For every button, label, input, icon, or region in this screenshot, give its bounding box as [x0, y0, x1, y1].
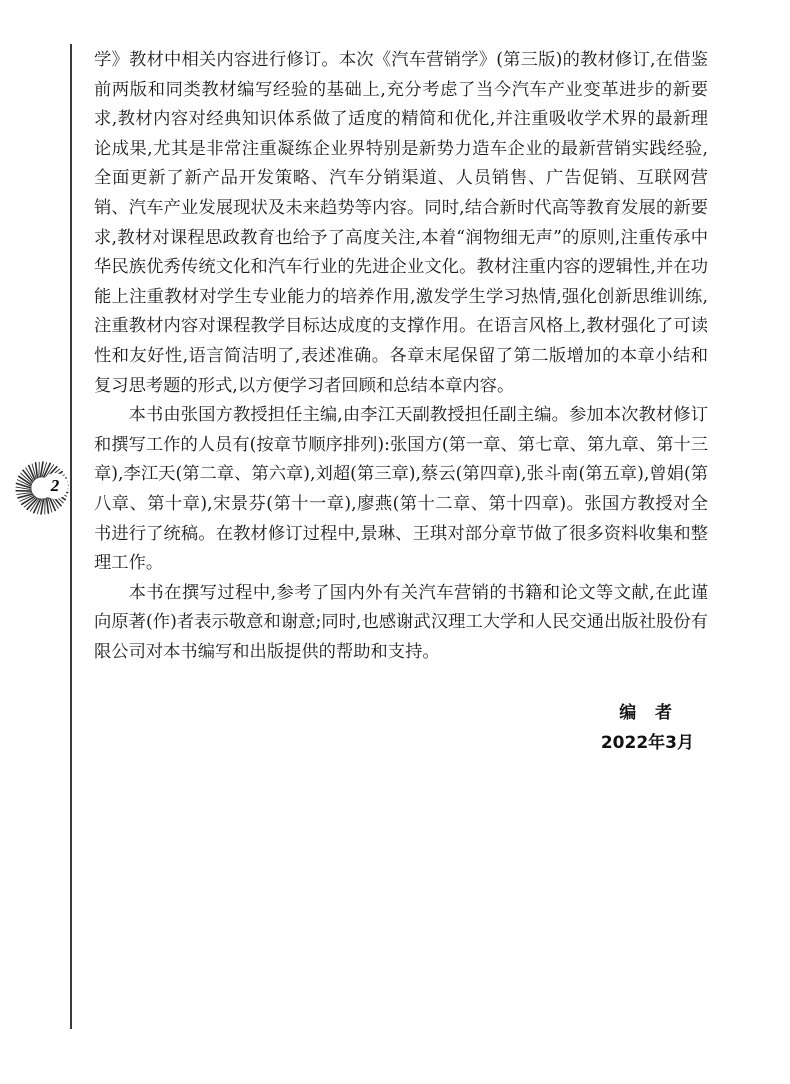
- paragraph-editors: 本书由张国方教授担任主编,由李江天副教授担任副主编。参加本次教材修订和撰写工作的人员有(按章节顺序排列):张国方(第一章、第七章、第九章、第十三章),李江天(第二章、第六章),刘超(第三章),蔡云(第四章),张斗南(第五章),曾娟(第八章、第十章),宋景芬(第十一章),廖燕(第十二章、第十四章)。张国方教授对全书进行了统稿。在教材修订过程中,景琳、王琪对部分章节做了很多资料收集和整理工作。: [94, 405, 708, 574]
- left-margin-rule: [70, 44, 72, 1029]
- paragraph-continuation: 学》教材中相关内容进行修订。本次《汽车营销学》(第三版)的教材修订,在借鉴前两版和同类教材编写经验的基础上,充分考虑了当今汽车产业变革进步的新要求,教材内容对经典知识体系做了适度的精简和优化,并注重吸收学术界的最新理论成果,尤其是非常注重凝练企业界特别是新势力造车企业的最新营销实践经验,全面更新了新产品开发策略、汽车分销渠道、人员销售、广告促销、互联网营销、汽车产业发展现状及未来趋势等内容。同时,结合新时代高等教育发展的新要求,教材对课程思政教育也给予了高度关注,本着“润物细无声”的原则,注重传承中华民族优秀传统文化和汽车行业的先进企业文化。教材注重内容的逻辑性,并在功能上注重教材对学生专业能力的培养作用,激发学生学习热情,强化创新思维训练,注重教材内容对课程教学目标达成度的支撑作用。在语言风格上,教材强化了可读性和友好性,语言简洁明了,表述准确。各章末尾保留了第二版增加的本章小结和复习思考题的形式,以方便学习者回顾和总结本章内容。: [94, 50, 708, 396]
- signature-block: [601, 698, 694, 758]
- signature-date: 2022年3月: [600, 733, 694, 753]
- preface-body: [94, 46, 708, 667]
- paragraph-acknowledgements: 本书在撰写过程中,参考了国内外有关汽车营销的书籍和论文等文献,在此谨向原著(作)者表示敬意和谢意;同时,也感谢武汉理工大学和人民交通出版社股份有限公司对本书编写和出版提供的帮助和支持。: [94, 582, 708, 662]
- signature-author: 编者: [619, 703, 691, 723]
- page-number: 2: [42, 473, 68, 499]
